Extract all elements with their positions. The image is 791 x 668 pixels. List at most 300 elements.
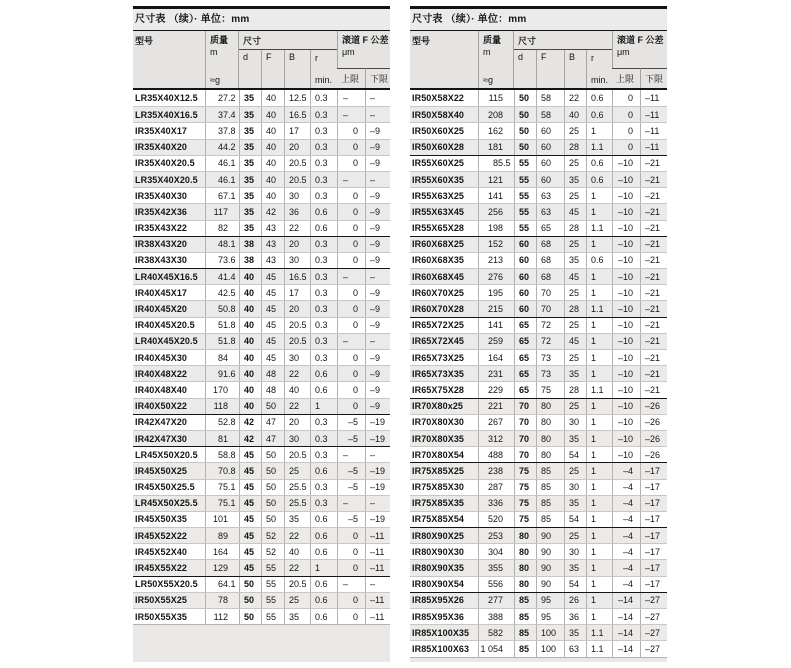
table-header — [133, 31, 390, 88]
lower-limit-cell: –11 — [640, 140, 667, 155]
model-cell: IR75X85X25 — [412, 465, 465, 476]
f-cell: 72 — [536, 334, 564, 349]
mass-cell: 118 — [205, 399, 239, 414]
mass-label: 质量 — [210, 35, 229, 45]
table-row — [410, 300, 667, 316]
f-cell: 47 — [261, 431, 284, 446]
d-cell: 65 — [514, 382, 536, 397]
f-cell: 52 — [261, 544, 284, 559]
d-cell: 35 — [239, 188, 261, 203]
table-row — [410, 576, 667, 592]
col-header-f: F — [261, 50, 284, 88]
mass-cell: 101 — [205, 512, 239, 527]
table-row — [410, 462, 667, 478]
b-cell: 20 — [284, 237, 310, 252]
d-cell: 40 — [239, 350, 261, 365]
upper-limit-cell: –4 — [612, 577, 640, 592]
lower-limit-cell: –21 — [640, 301, 667, 316]
r-cell: 1 — [586, 480, 612, 495]
mass-cell: 208 — [478, 107, 514, 122]
f-cell: 100 — [536, 641, 564, 656]
table-row — [133, 608, 390, 624]
f-cell: 45 — [261, 334, 284, 349]
table-row — [410, 203, 667, 219]
lower-limit-cell: –19 — [365, 415, 390, 430]
d-cell: 50 — [239, 593, 261, 608]
b-cell: 26 — [564, 593, 586, 608]
f-cell: 90 — [536, 577, 564, 592]
model-cell: IR45X55X22 — [135, 563, 188, 574]
tolerance-label: 滚道 F 公差 — [617, 35, 664, 45]
mass-cell: 121 — [478, 172, 514, 187]
b-cell: 35 — [564, 560, 586, 575]
upper-limit-cell: 0 — [337, 366, 365, 381]
lower-limit-cell: –11 — [640, 107, 667, 122]
f-cell: 70 — [536, 285, 564, 300]
r-cell: 0.6 — [310, 609, 337, 624]
upper-limit-cell: – — [337, 496, 365, 511]
table-row — [410, 122, 667, 138]
r-cell: 0.3 — [310, 480, 337, 495]
d-cell: 35 — [239, 156, 261, 171]
lower-limit-cell: –19 — [365, 463, 390, 478]
b-cell: 35 — [564, 431, 586, 446]
d-cell: 75 — [514, 512, 536, 527]
mass-cell: 229 — [478, 382, 514, 397]
table-rows — [133, 90, 390, 625]
b-cell: 35 — [564, 496, 586, 511]
mass-cell: 198 — [478, 221, 514, 236]
table-row — [133, 139, 390, 155]
f-cell: 63 — [536, 204, 564, 219]
f-cell: 48 — [261, 382, 284, 397]
d-cell: 75 — [514, 496, 536, 511]
f-cell: 40 — [261, 188, 284, 203]
r-cell: 1 — [586, 560, 612, 575]
lower-limit-cell: –11 — [365, 560, 390, 575]
model-cell: IR60X70X25 — [412, 287, 465, 298]
f-cell: 55 — [261, 560, 284, 575]
b-cell: 28 — [564, 140, 586, 155]
b-cell: 35 — [564, 253, 586, 268]
mass-cell: 112 — [205, 609, 239, 624]
mass-cell: 287 — [478, 480, 514, 495]
d-cell: 35 — [239, 204, 261, 219]
upper-limit-cell: –14 — [612, 593, 640, 608]
upper-limit-cell: –4 — [612, 463, 640, 478]
model-cell: IR38X43X30 — [135, 255, 188, 266]
d-cell: 75 — [514, 463, 536, 478]
table-title: 尺寸表 （续）· 单位：mm — [410, 9, 667, 31]
b-cell: 22 — [284, 221, 310, 236]
col-header-size: 尺寸 — [239, 31, 337, 50]
r-cell: 1 — [586, 318, 612, 333]
mass-cell: 277 — [478, 593, 514, 608]
table-row — [133, 268, 390, 284]
lower-limit-cell: –17 — [640, 512, 667, 527]
lower-limit-cell: – — [365, 269, 390, 284]
model-cell: IR60X68X35 — [412, 255, 465, 266]
f-cell: 68 — [536, 237, 564, 252]
upper-limit-cell: –10 — [612, 366, 640, 381]
d-cell: 45 — [239, 560, 261, 575]
r-label: r — [315, 53, 318, 63]
table-row — [133, 365, 390, 381]
upper-limit-cell: 0 — [337, 204, 365, 219]
d-cell: 40 — [239, 366, 261, 381]
d-cell: 50 — [239, 609, 261, 624]
table-row — [410, 624, 667, 640]
model-cell: IR60X68X25 — [412, 239, 465, 250]
upper-limit-cell: – — [337, 172, 365, 187]
model-cell: IR60X70X28 — [412, 304, 465, 315]
f-cell: 40 — [261, 90, 284, 106]
model-cell: IR75X85X35 — [412, 498, 465, 509]
f-cell: 45 — [261, 285, 284, 300]
b-cell: 20 — [284, 415, 310, 430]
upper-limit-cell: –10 — [612, 447, 640, 462]
table-row — [410, 495, 667, 511]
table-row — [410, 640, 667, 656]
lower-limit-cell: –17 — [640, 560, 667, 575]
r-cell: 1.1 — [586, 625, 612, 640]
f-cell: 43 — [261, 221, 284, 236]
col-header-tolerance — [612, 31, 667, 68]
mass-cell: 46 .1 — [205, 172, 239, 187]
lower-limit-cell: –9 — [365, 123, 390, 138]
f-cell: 50 — [261, 463, 284, 478]
mass-cell: 355 — [478, 560, 514, 575]
model-cell: IR75X85X54 — [412, 514, 465, 525]
mass-cell: 70 .8 — [205, 463, 239, 478]
upper-limit-cell: 0 — [612, 90, 640, 106]
r-cell: 0.3 — [310, 140, 337, 155]
lower-limit-cell: –19 — [365, 431, 390, 446]
d-cell: 45 — [239, 496, 261, 511]
model-cell: LR40X45X16.5 — [135, 271, 198, 282]
upper-limit-cell: 0 — [337, 399, 365, 414]
lower-limit-cell: –9 — [365, 350, 390, 365]
b-cell: 25 — [564, 399, 586, 414]
model-cell: IR50X55X35 — [135, 611, 188, 622]
d-cell: 55 — [514, 204, 536, 219]
table-row — [410, 349, 667, 365]
r-cell: 1.1 — [586, 221, 612, 236]
d-cell: 45 — [239, 528, 261, 543]
model-cell: IR50X58X40 — [412, 109, 465, 120]
mass-cell: 51 .8 — [205, 318, 239, 333]
mass-unit: ≈g — [483, 75, 493, 85]
r-cell: 0.3 — [310, 123, 337, 138]
upper-limit-cell: 0 — [612, 123, 640, 138]
mass-cell: 170 — [205, 382, 239, 397]
model-cell: IR65X72X25 — [412, 320, 465, 331]
lower-limit-cell: –9 — [365, 301, 390, 316]
model-cell: IR70X80X35 — [412, 433, 465, 444]
b-cell: 40 — [284, 544, 310, 559]
f-cell: 60 — [536, 156, 564, 171]
b-cell: 25 — [284, 593, 310, 608]
r-cell: 1 — [310, 560, 337, 575]
r-cell: 1.1 — [586, 382, 612, 397]
b-cell: 20.5 — [284, 156, 310, 171]
lower-limit-cell: –11 — [365, 528, 390, 543]
lower-limit-cell: –21 — [640, 253, 667, 268]
r-cell: 0.3 — [310, 156, 337, 171]
b-cell: 22 — [284, 560, 310, 575]
col-header-lower-limit: 下限 — [640, 68, 667, 88]
table-row — [133, 300, 390, 316]
upper-limit-cell: –4 — [612, 544, 640, 559]
lower-limit-cell: –21 — [640, 188, 667, 203]
table-row — [133, 236, 390, 252]
b-cell: 25 — [564, 463, 586, 478]
upper-limit-cell: – — [337, 90, 365, 106]
d-cell: 60 — [514, 301, 536, 316]
mass-cell: 58 .8 — [205, 447, 239, 462]
col-header-lower-limit: 下限 — [365, 68, 390, 88]
model-cell: IR50X60X28 — [412, 142, 465, 153]
mass-cell: 48 .1 — [205, 237, 239, 252]
b-cell: 30 — [284, 253, 310, 268]
r-cell: 0.3 — [310, 415, 337, 430]
model-cell: IR42X47X30 — [135, 433, 188, 444]
table-row — [133, 155, 390, 171]
lower-limit-cell: –21 — [640, 366, 667, 381]
b-cell: 12.5 — [284, 90, 310, 106]
b-cell: 28 — [564, 382, 586, 397]
model-cell: IR80X90X54 — [412, 579, 465, 590]
table-row — [133, 381, 390, 397]
lower-limit-cell: –9 — [365, 221, 390, 236]
lower-limit-cell: –27 — [640, 593, 667, 608]
r-cell: 0.3 — [310, 285, 337, 300]
model-cell: IR80X90X35 — [412, 563, 465, 574]
r-cell: 1 — [310, 399, 337, 414]
f-cell: 50 — [261, 447, 284, 462]
upper-limit-cell: 0 — [337, 544, 365, 559]
table-row — [410, 527, 667, 543]
upper-limit-cell: 0 — [337, 253, 365, 268]
model-cell: IR65X75X28 — [412, 384, 465, 395]
f-cell: 80 — [536, 447, 564, 462]
model-cell: LR35X40X20.5 — [135, 174, 198, 185]
r-cell: 0.6 — [586, 107, 612, 122]
lower-limit-cell: –26 — [640, 399, 667, 414]
lower-limit-cell: –11 — [365, 544, 390, 559]
lower-limit-cell: –11 — [365, 609, 390, 624]
b-cell: 22 — [284, 399, 310, 414]
lower-limit-cell: –9 — [365, 237, 390, 252]
mass-cell: 75 .1 — [205, 480, 239, 495]
table-row — [133, 252, 390, 268]
f-cell: 50 — [261, 480, 284, 495]
d-cell: 35 — [239, 123, 261, 138]
model-cell: IR80X90X30 — [412, 546, 465, 557]
upper-limit-cell: 0 — [337, 140, 365, 155]
f-cell: 72 — [536, 318, 564, 333]
b-cell: 17 — [284, 285, 310, 300]
b-cell: 54 — [564, 512, 586, 527]
lower-limit-cell: –17 — [640, 544, 667, 559]
r-cell: 0.3 — [310, 496, 337, 511]
col-header-model: 型号 — [412, 36, 431, 46]
model-cell: IR35X40X20.5 — [135, 158, 195, 169]
mass-cell: 52 .8 — [205, 415, 239, 430]
mass-cell: 81 — [205, 431, 239, 446]
model-cell: IR40X45X30 — [135, 352, 188, 363]
f-cell: 45 — [261, 350, 284, 365]
f-cell: 80 — [536, 431, 564, 446]
lower-limit-cell: –9 — [365, 366, 390, 381]
table-row — [133, 317, 390, 333]
table-rows — [410, 90, 667, 658]
mass-cell: 267 — [478, 415, 514, 430]
table-row — [133, 527, 390, 543]
mass-cell: 82 — [205, 221, 239, 236]
mass-cell: 520 — [478, 512, 514, 527]
model-cell: IR35X40X30 — [135, 190, 188, 201]
b-cell: 30 — [564, 415, 586, 430]
f-cell: 73 — [536, 366, 564, 381]
f-cell: 90 — [536, 544, 564, 559]
mass-cell: 50 .8 — [205, 301, 239, 316]
lower-limit-cell: –21 — [640, 318, 667, 333]
upper-limit-cell: –10 — [612, 350, 640, 365]
lower-limit-cell: –11 — [640, 90, 667, 106]
table-row — [133, 495, 390, 511]
upper-limit-cell: –4 — [612, 528, 640, 543]
mass-cell: 215 — [478, 301, 514, 316]
upper-limit-cell: –10 — [612, 318, 640, 333]
lower-limit-cell: –26 — [640, 447, 667, 462]
lower-limit-cell: – — [365, 447, 390, 462]
table-row — [410, 592, 667, 608]
d-cell: 42 — [239, 431, 261, 446]
b-cell: 25 — [284, 463, 310, 478]
r-cell: 0.6 — [310, 204, 337, 219]
mass-cell: 84 — [205, 350, 239, 365]
b-cell: 25.5 — [284, 496, 310, 511]
d-cell: 45 — [239, 544, 261, 559]
d-cell: 70 — [514, 447, 536, 462]
model-cell: IR50X55X25 — [135, 595, 188, 606]
r-cell: 1 — [586, 334, 612, 349]
model-cell: LR35X40X12.5 — [135, 93, 198, 104]
lower-limit-cell: –26 — [640, 415, 667, 430]
col-header-mass — [205, 31, 239, 88]
d-cell: 40 — [239, 301, 261, 316]
mass-cell: 238 — [478, 463, 514, 478]
lower-limit-cell: –9 — [365, 140, 390, 155]
model-cell: IR45X50X35 — [135, 514, 188, 525]
d-cell: 45 — [239, 463, 261, 478]
upper-limit-cell: –10 — [612, 172, 640, 187]
mass-symbol: m — [210, 47, 218, 57]
f-cell: 48 — [261, 366, 284, 381]
mass-cell: 164 — [478, 350, 514, 365]
d-cell: 80 — [514, 544, 536, 559]
d-cell: 65 — [514, 350, 536, 365]
table-row — [410, 252, 667, 268]
f-cell: 85 — [536, 496, 564, 511]
b-cell: 25 — [564, 188, 586, 203]
b-cell: 35 — [564, 625, 586, 640]
lower-limit-cell: –17 — [640, 528, 667, 543]
upper-limit-cell: –5 — [337, 415, 365, 430]
d-cell: 65 — [514, 334, 536, 349]
b-cell: 25.5 — [284, 480, 310, 495]
upper-limit-cell: –4 — [612, 512, 640, 527]
d-cell: 35 — [239, 90, 261, 106]
r-cell: 1.1 — [586, 641, 612, 656]
table-row — [410, 430, 667, 446]
model-cell: IR55X63X25 — [412, 190, 465, 201]
table-row — [133, 122, 390, 138]
upper-limit-cell: –5 — [337, 463, 365, 478]
f-cell: 43 — [261, 237, 284, 252]
r-cell: 0.6 — [310, 221, 337, 236]
upper-limit-cell: –14 — [612, 641, 640, 656]
col-header-tolerance — [337, 31, 390, 68]
r-cell: 0.3 — [310, 253, 337, 268]
table-row — [133, 479, 390, 495]
mass-cell: 164 — [205, 544, 239, 559]
b-cell: 63 — [564, 641, 586, 656]
r-cell: 0.3 — [310, 237, 337, 252]
mass-cell: 51 .8 — [205, 334, 239, 349]
mass-cell: 117 — [205, 204, 239, 219]
r-cell: 1 — [586, 447, 612, 462]
r-cell: 0.6 — [310, 593, 337, 608]
mass-cell: 41 .4 — [205, 269, 239, 284]
d-cell: 80 — [514, 560, 536, 575]
f-cell: 52 — [261, 528, 284, 543]
upper-limit-cell: –10 — [612, 334, 640, 349]
d-cell: 40 — [239, 382, 261, 397]
f-cell: 85 — [536, 512, 564, 527]
mass-cell: 582 — [478, 625, 514, 640]
b-cell: 35 — [284, 512, 310, 527]
col-header-b: B — [564, 50, 586, 88]
upper-limit-cell: – — [337, 447, 365, 462]
mass-cell: 141 — [478, 318, 514, 333]
mass-cell: 129 — [205, 560, 239, 575]
upper-limit-cell: 0 — [337, 188, 365, 203]
mass-cell: 37 .8 — [205, 123, 239, 138]
d-cell: 45 — [239, 480, 261, 495]
model-cell: IR35X43X22 — [135, 223, 188, 234]
r-cell: 0.6 — [586, 156, 612, 171]
b-cell: 45 — [564, 204, 586, 219]
mass-cell: 312 — [478, 431, 514, 446]
model-cell: IR85X95X36 — [412, 611, 465, 622]
b-cell: 20.5 — [284, 447, 310, 462]
table-title: 尺寸表 （续）· 单位：mm — [133, 9, 390, 31]
lower-limit-cell: –19 — [365, 512, 390, 527]
f-cell: 55 — [261, 609, 284, 624]
f-cell: 43 — [261, 253, 284, 268]
r-cell: 0.3 — [310, 318, 337, 333]
mass-cell: 46 .1 — [205, 156, 239, 171]
lower-limit-cell: – — [365, 496, 390, 511]
d-cell: 55 — [514, 221, 536, 236]
d-cell: 50 — [514, 90, 536, 106]
table-row — [133, 446, 390, 462]
table-row — [410, 220, 667, 236]
table-row — [133, 576, 390, 592]
r-cell: 0.6 — [586, 172, 612, 187]
